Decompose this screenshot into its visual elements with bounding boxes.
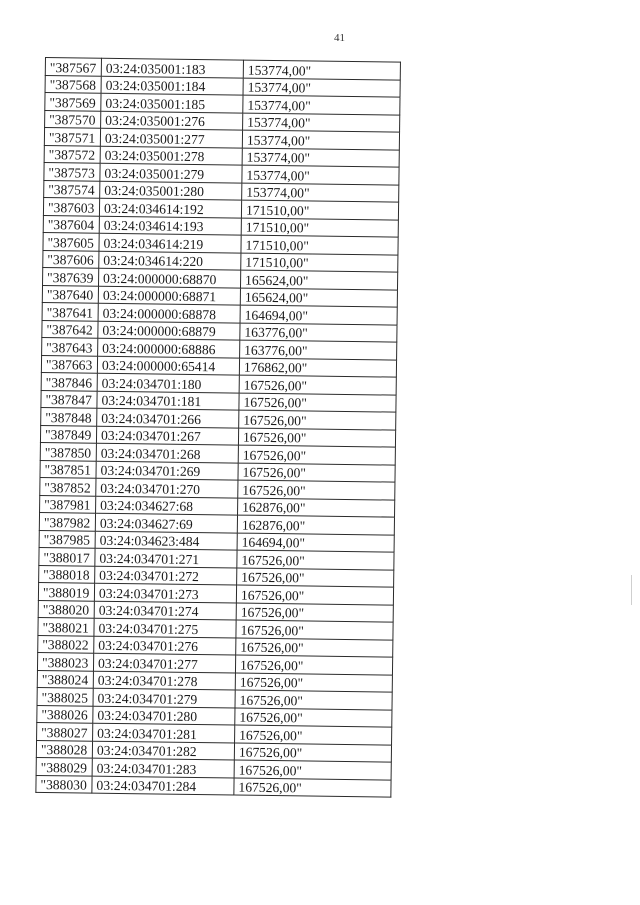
cadastral-number-cell: 03:24:034701:266	[97, 408, 239, 427]
value-cell: 167526,00"	[235, 708, 392, 728]
cadastral-number-cell: 03:24:000000:65414	[97, 356, 239, 375]
value-cell: 171510,00"	[241, 200, 398, 220]
row-id-cell: "387572	[44, 145, 100, 163]
cadastral-number-cell: 03:24:035001:279	[100, 163, 242, 182]
value-cell: 167526,00"	[239, 410, 396, 430]
cadastral-number-cell: 03:24:035001:280	[100, 181, 242, 200]
value-cell: 167526,00"	[237, 550, 394, 570]
cadastral-number-cell: 03:24:034627:68	[96, 496, 238, 515]
value-cell: 153774,00"	[242, 148, 399, 168]
row-id-cell: "387663	[41, 355, 97, 373]
cadastral-number-cell: 03:24:034701:278	[93, 671, 235, 690]
row-id-cell: "388030	[36, 775, 92, 793]
row-id-cell: "388018	[39, 565, 95, 583]
row-id-cell: "388024	[37, 670, 93, 688]
cadastral-number-cell: 03:24:035001:184	[101, 76, 243, 95]
cadastral-number-cell: 03:24:034701:283	[92, 758, 234, 777]
value-cell: 163776,00"	[240, 323, 397, 343]
value-cell: 167526,00"	[238, 445, 395, 465]
row-id-cell: "387604	[43, 215, 99, 233]
cadastral-number-cell: 03:24:034701:267	[96, 426, 238, 445]
cadastral-number-cell: 03:24:000000:68878	[98, 303, 240, 322]
cadastral-number-cell: 03:24:034701:280	[93, 706, 235, 725]
row-id-cell: "387852	[40, 477, 96, 495]
data-table	[35, 57, 401, 798]
row-id-cell: "388021	[38, 617, 94, 635]
table-row	[36, 775, 391, 797]
cadastral-number-cell: 03:24:034701:277	[93, 653, 235, 672]
row-id-cell: "388022	[38, 635, 94, 653]
value-cell: 165624,00"	[240, 270, 397, 290]
value-cell: 167526,00"	[238, 428, 395, 448]
value-cell: 167526,00"	[235, 655, 392, 675]
value-cell: 167526,00"	[236, 638, 393, 658]
cadastral-number-cell: 03:24:034701:273	[94, 583, 236, 602]
cadastral-number-cell: 03:24:034701:271	[95, 548, 237, 567]
row-id-cell: "387567	[45, 58, 101, 76]
cadastral-number-cell: 03:24:034701:181	[97, 391, 239, 410]
row-id-cell: "388019	[38, 582, 94, 600]
cadastral-number-cell: 03:24:035001:276	[101, 111, 243, 130]
value-cell: 153774,00"	[242, 165, 399, 185]
value-cell: 153774,00"	[243, 60, 400, 80]
value-cell: 162876,00"	[237, 515, 394, 535]
value-cell: 167526,00"	[236, 620, 393, 640]
row-id-cell: "387570	[45, 110, 101, 128]
value-cell: 167526,00"	[238, 463, 395, 483]
value-cell: 167526,00"	[239, 375, 396, 395]
cadastral-number-cell: 03:24:034701:279	[93, 688, 235, 707]
row-id-cell: "387981	[40, 495, 96, 513]
row-id-cell: "387606	[43, 250, 99, 268]
cadastral-number-cell: 03:24:000000:68879	[98, 321, 240, 340]
cadastral-number-cell: 03:24:034701:276	[94, 636, 236, 655]
cadastral-number-cell: 03:24:034701:268	[96, 443, 238, 462]
cadastral-number-cell: 03:24:034701:269	[96, 461, 238, 480]
value-cell: 167526,00"	[237, 568, 394, 588]
value-cell: 153774,00"	[242, 130, 399, 150]
cadastral-number-cell: 03:24:035001:183	[101, 58, 243, 77]
cadastral-number-cell: 03:24:034614:193	[99, 216, 241, 235]
row-id-cell: "388026	[37, 705, 93, 723]
cadastral-number-cell: 03:24:000000:68886	[98, 338, 240, 357]
row-id-cell: "387569	[45, 93, 101, 111]
row-id-cell: "387573	[44, 162, 100, 180]
value-cell: 167526,00"	[236, 603, 393, 623]
cadastral-number-cell: 03:24:034614:192	[99, 198, 241, 217]
cadastral-number-cell: 03:24:035001:185	[101, 93, 243, 112]
row-id-cell: "388028	[36, 740, 92, 758]
row-id-cell: "387574	[44, 180, 100, 198]
row-id-cell: "387640	[42, 285, 98, 303]
value-cell: 153774,00"	[243, 113, 400, 133]
row-id-cell: "387643	[42, 337, 98, 355]
value-cell: 167526,00"	[235, 673, 392, 693]
row-id-cell: "387568	[45, 75, 101, 93]
value-cell: 153774,00"	[242, 183, 399, 203]
cadastral-number-cell: 03:24:000000:68870	[99, 268, 241, 287]
value-cell: 162876,00"	[238, 498, 395, 518]
row-id-cell: "387571	[44, 128, 100, 146]
value-cell: 153774,00"	[243, 95, 400, 115]
cadastral-number-cell: 03:24:034614:220	[99, 251, 241, 270]
value-cell: 167526,00"	[236, 585, 393, 605]
row-id-cell: "387848	[41, 407, 97, 425]
row-id-cell: "387846	[41, 372, 97, 390]
value-cell: 165624,00"	[240, 288, 397, 308]
cadastral-number-cell: 03:24:000000:68871	[98, 286, 240, 305]
cadastral-number-cell: 03:24:035001:277	[100, 128, 242, 147]
cadastral-number-cell: 03:24:034701:284	[92, 776, 234, 795]
cadastral-number-cell: 03:24:034623:484	[95, 531, 237, 550]
row-id-cell: "388017	[39, 547, 95, 565]
row-id-cell: "387850	[40, 442, 96, 460]
cadastral-number-cell: 03:24:034701:281	[93, 723, 235, 742]
row-id-cell: "387847	[41, 390, 97, 408]
value-cell: 163776,00"	[240, 340, 397, 360]
page-number: 41	[334, 32, 345, 44]
margin-mark	[631, 575, 632, 605]
cadastral-number-cell: 03:24:034627:69	[95, 513, 237, 532]
row-id-cell: "387849	[40, 425, 96, 443]
value-cell: 164694,00"	[237, 533, 394, 553]
value-cell: 167526,00"	[235, 690, 392, 710]
value-cell: 167526,00"	[239, 393, 396, 413]
value-cell: 167526,00"	[234, 760, 391, 780]
cadastral-number-cell: 03:24:034701:274	[94, 601, 236, 620]
value-cell: 164694,00"	[240, 305, 397, 325]
row-id-cell: "387603	[43, 197, 99, 215]
row-id-cell: "387851	[40, 460, 96, 478]
cadastral-number-cell: 03:24:035001:278	[100, 146, 242, 165]
value-cell: 176862,00"	[239, 358, 396, 378]
table-body	[36, 58, 401, 798]
cadastral-number-cell: 03:24:034614:219	[99, 233, 241, 252]
row-id-cell: "387642	[42, 320, 98, 338]
value-cell: 171510,00"	[241, 253, 398, 273]
row-id-cell: "388027	[37, 722, 93, 740]
value-cell: 153774,00"	[243, 78, 400, 98]
row-id-cell: "388029	[36, 757, 92, 775]
row-id-cell: "387985	[39, 530, 95, 548]
value-cell: 167526,00"	[234, 743, 391, 763]
value-cell: 167526,00"	[238, 480, 395, 500]
cadastral-number-cell: 03:24:034701:282	[92, 741, 234, 760]
value-cell: 171510,00"	[241, 235, 398, 255]
row-id-cell: "388020	[38, 600, 94, 618]
cadastral-number-cell: 03:24:034701:180	[97, 373, 239, 392]
value-cell: 167526,00"	[235, 725, 392, 745]
cadastral-number-cell: 03:24:034701:270	[96, 478, 238, 497]
cadastral-number-cell: 03:24:034701:272	[95, 566, 237, 585]
value-cell: 171510,00"	[241, 218, 398, 238]
row-id-cell: "388025	[37, 687, 93, 705]
row-id-cell: "387639	[43, 267, 99, 285]
value-cell: 167526,00"	[234, 778, 391, 798]
row-id-cell: "387641	[42, 302, 98, 320]
cadastral-number-cell: 03:24:034701:275	[94, 618, 236, 637]
row-id-cell: "387605	[43, 232, 99, 250]
row-id-cell: "388023	[37, 652, 93, 670]
row-id-cell: "387982	[39, 512, 95, 530]
